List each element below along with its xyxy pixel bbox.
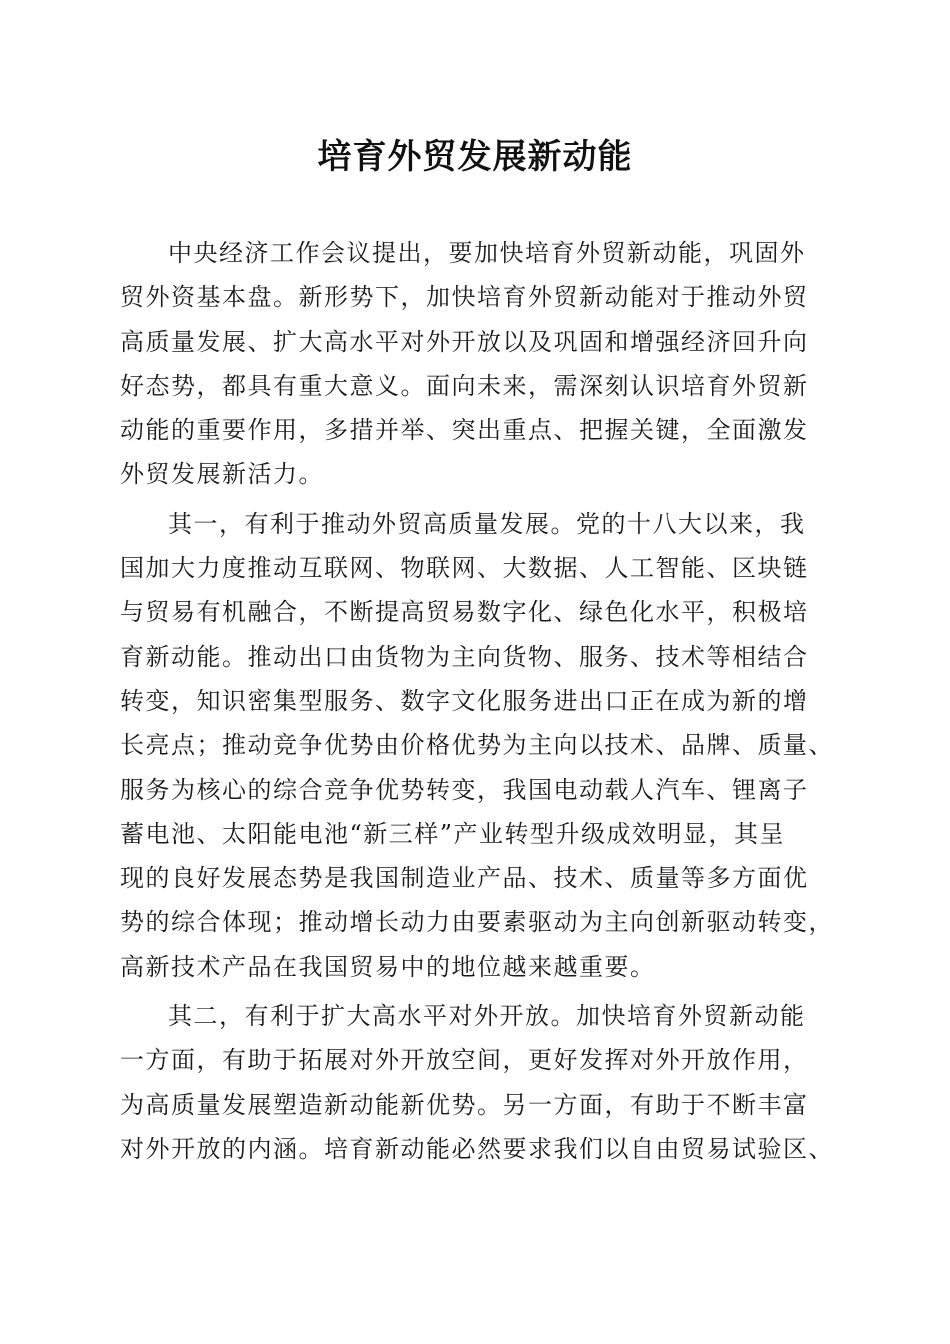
paragraph-line: 其二，有利于扩大高水平对外开放。加快培育外贸新动能	[168, 1002, 806, 1031]
document-title: 培育外贸发展新动能	[317, 137, 633, 177]
paragraph-line: 势的综合体现；推动增长动力由要素驱动为主向创新驱动转变，	[120, 908, 834, 937]
paragraph-line: 长亮点；推动竞争优势由价格优势为主向以技术、品牌、质量、	[120, 731, 834, 760]
paragraph-line: 为高质量发展塑造新动能新优势。另一方面，有助于不断丰富	[120, 1090, 809, 1119]
paragraph-line: 一方面，有助于拓展对外开放空间，更好发挥对外开放作用，	[120, 1046, 809, 1075]
paragraph-line: 蓄电池、太阳能电池“新三样”产业转型升级成效明显，其呈	[120, 819, 786, 848]
paragraph-line: 转变，知识密集型服务、数字文化服务进出口正在成为新的增	[120, 686, 809, 715]
paragraph-1	[120, 231, 832, 497]
paragraph-line: 贸外资基本盘。新形势下，加快培育外贸新动能对于推动外贸	[120, 283, 809, 312]
paragraph-line: 高质量发展、扩大高水平对外开放以及巩固和增强经济回升向	[120, 327, 809, 356]
document-body	[120, 231, 832, 1176]
paragraph-line: 外贸发展新活力。	[120, 460, 324, 489]
paragraph-line: 好态势，都具有重大意义。面向未来，需深刻认识培育外贸新	[120, 371, 809, 400]
paragraph-3	[120, 994, 832, 1171]
paragraph-line: 与贸易有机融合，不断提高贸易数字化、绿色化水平，积极培	[120, 598, 809, 627]
paragraph-line: 育新动能。推动出口由货物为主向货物、服务、技术等相结合	[120, 642, 809, 671]
paragraph-2	[120, 502, 832, 989]
paragraph-line: 其一，有利于推动外贸高质量发展。党的十八大以来，我	[168, 509, 806, 538]
paragraph-line: 服务为核心的综合竞争优势转变，我国电动载人汽车、锂离子	[120, 775, 809, 804]
paragraph-line: 中央经济工作会议提出，要加快培育外贸新动能，巩固外	[168, 239, 806, 267]
paragraph-line: 对外开放的内涵。培育新动能必然要求我们以自由贸易试验区、	[120, 1134, 834, 1163]
paragraph-line: 国加大力度推动互联网、物联网、大数据、人工智能、区块链	[120, 554, 809, 583]
paragraph-line: 动能的重要作用，多措并举、突出重点、把握关键，全面激发	[120, 416, 809, 445]
paragraph-line: 高新技术产品在我国贸易中的地位越来越重要。	[120, 952, 656, 981]
paragraph-line: 现的良好发展态势是我国制造业产品、技术、质量等多方面优	[120, 864, 809, 893]
